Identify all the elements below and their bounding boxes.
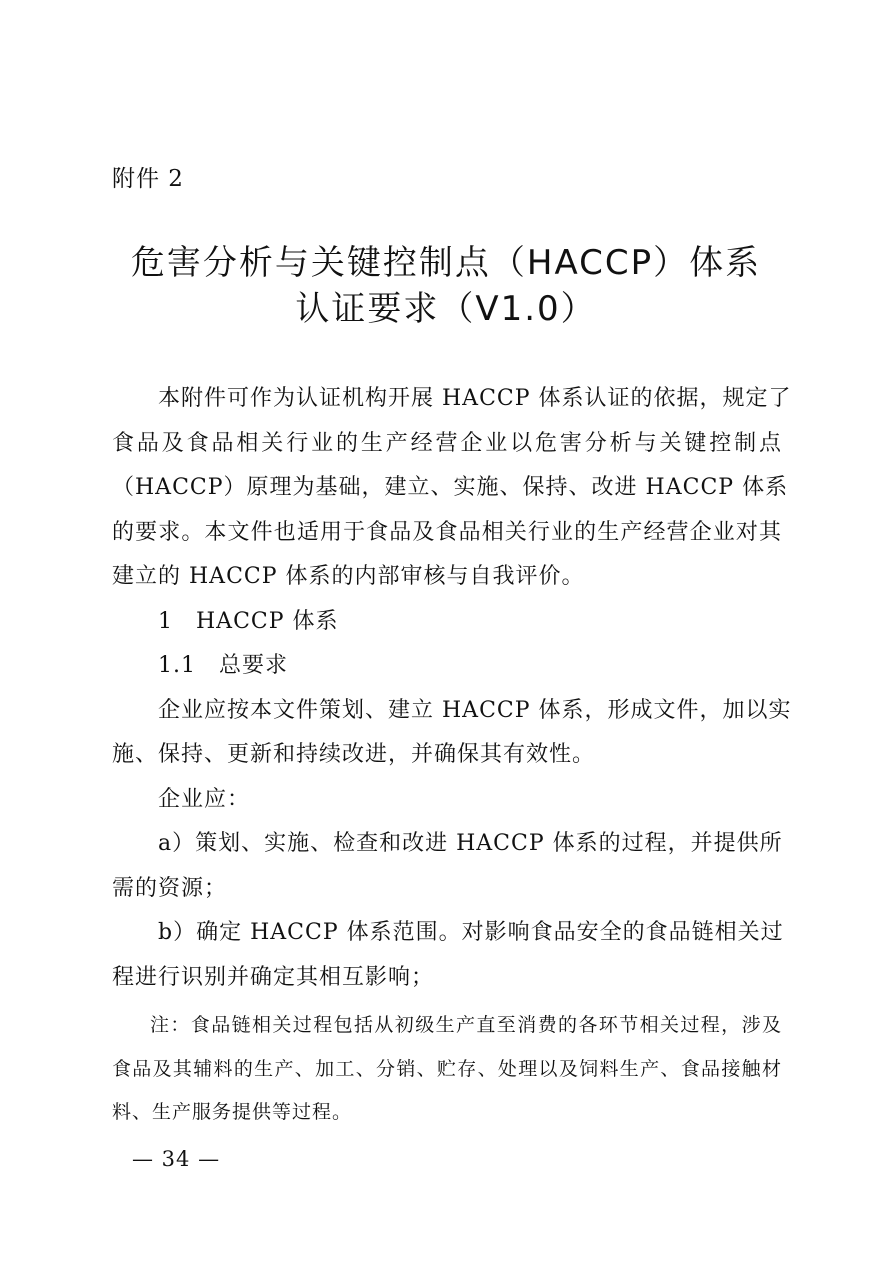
text-line: 程进行识别并确定其相互影响； (112, 965, 435, 990)
text-line: 料、生产服务提供等过程。 (112, 1101, 353, 1123)
text-line: 注：食品链相关过程包括从初级生产直至消费的各环节相关过程，涉及 (150, 1014, 782, 1036)
attachment-label: 附件 2 (112, 166, 184, 192)
text-line: 施、保持、更新和持续改进，并确保其有效性。 (112, 742, 596, 767)
enterprise-shall: 企业应： (158, 787, 251, 812)
text-line: a）策划、实施、检查和改进 HACCP 体系的过程，并提供所 (158, 831, 783, 856)
text-line: 食品及其辅料的生产、加工、分销、贮存、处理以及饲料生产、食品接触材 (112, 1058, 782, 1080)
page-number: — 34 — (132, 1147, 221, 1171)
text-line: 企业应按本文件策划、建立 HACCP 体系，形成文件，加以实 (158, 698, 792, 723)
text-line: 的要求。本文件也适用于食品及食品相关行业的生产经营企业对其 (112, 520, 782, 545)
text-line: 本附件可作为认证机构开展 HACCP 体系认证的依据，规定了 (158, 386, 792, 411)
text-line: 建立的 HACCP 体系的内部审核与自我评价。 (112, 564, 585, 589)
subsection-heading: 1.1 总要求 (158, 653, 288, 678)
text-line: 需的资源； (112, 876, 228, 901)
title-line-2: 认证要求（V1.0） (295, 289, 597, 329)
title-line-1: 危害分析与关键控制点（HACCP）体系 (130, 243, 762, 283)
text-line: b）确定 HACCP 体系范围。对影响食品安全的食品链相关过 (158, 920, 784, 945)
section-heading: 1 HACCP 体系 (158, 609, 339, 634)
text-line: 食品及食品相关行业的生产经营企业以危害分析与关键控制点 (112, 431, 782, 456)
text-line: （HACCP）原理为基础，建立、实施、保持、改进 HACCP 体系 (112, 475, 789, 500)
